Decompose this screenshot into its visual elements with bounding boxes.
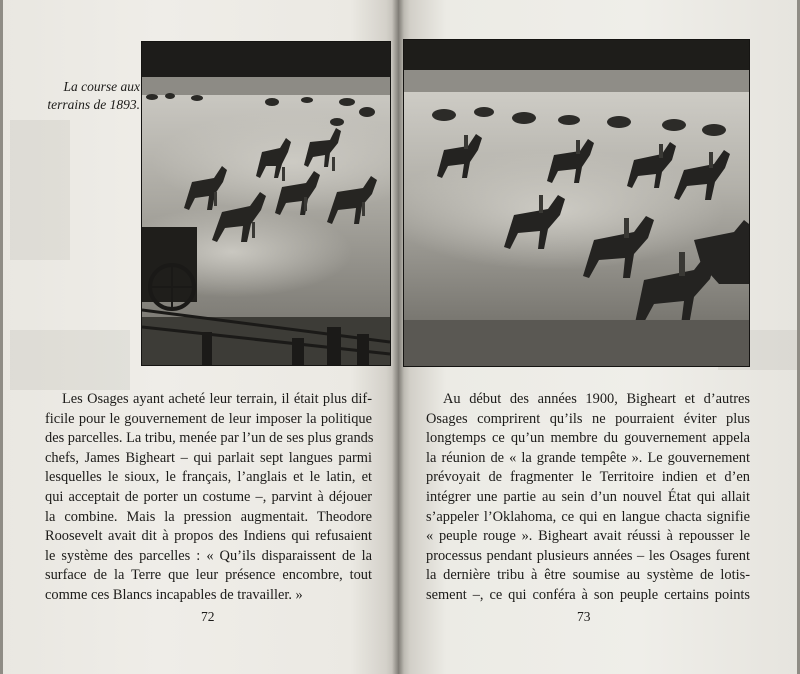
photo-caption (40, 78, 140, 114)
text-line: la dernière tribu à être soumise au système de lotis- (426, 567, 750, 584)
text-line: comme ces Blancs incapables de travailler. » (45, 586, 303, 603)
text-line: Les Osages ayant acheté leur terrain, il était plus dif- (62, 391, 372, 407)
photo-scene-left (142, 42, 390, 365)
text-line: sement –, ce qui conféra à son peuple certains points (426, 586, 750, 603)
bleed-through-shadow (10, 330, 130, 390)
text-line: prévoyait de fragmenter le Territoire indien et d’en (426, 469, 750, 486)
right-page-paragraph (426, 390, 750, 606)
text-line: la combine. Mais la pression augmentait. Theodore (45, 508, 372, 525)
text-line: surface de la Terre que leur présence encombre, tout (45, 567, 372, 584)
text-line: le système des parcelles : « Qu’ils disparaissent de la (45, 547, 372, 564)
text-line: des parcelles. La tribu, menée par l’un de ses plus grands (45, 430, 374, 447)
page-edge-left (0, 0, 3, 674)
left-page-paragraph (45, 390, 372, 606)
text-line: ficile pour le gouvernement de leur imposer la politique (45, 410, 372, 427)
caption-line: La course aux (63, 79, 140, 94)
text-line: intégrer une partie au sein d’un nouvel État qui allait (426, 488, 750, 505)
text-line: lesquelles le sioux, le français, l’anglais et le latin, et (45, 469, 372, 486)
text-line: Roosevelt avait dit à propos des Indiens qui refusaient (45, 528, 372, 545)
caption-line: terrains de 1893. (47, 97, 140, 112)
text-line: Au début des années 1900, Bigheart et d’autres (443, 391, 750, 407)
text-line: « peuple rouge ». Bigheart avait réussi à repousser le (426, 528, 750, 545)
text-line: chefs, James Bigheart – qui parlait sept langues parmi (45, 449, 372, 466)
land-run-photo-left (141, 41, 391, 366)
text-line: Osages comprirent qu’ils ne pourraient éviter plus (426, 410, 750, 427)
text-line: s’appeler l’Oklahoma, ce qui en langue chacta signifie (426, 508, 750, 525)
page-number-right: 73 (577, 609, 591, 624)
page-number-left: 72 (201, 609, 215, 624)
text-line: processus pendant plusieurs années – les Osages furent (426, 547, 750, 564)
text-line: longtemps ce qu’un membre du gouvernement appela (426, 430, 750, 447)
photo-scene-right (404, 40, 749, 366)
bleed-through-shadow (10, 120, 70, 260)
land-run-photo-right (403, 39, 750, 367)
text-line: qui acceptait de porter un costume –, parvint à déjouer (45, 488, 372, 505)
text-line: la réunion de « la grande tempête ». Le gouvernement (426, 449, 750, 466)
